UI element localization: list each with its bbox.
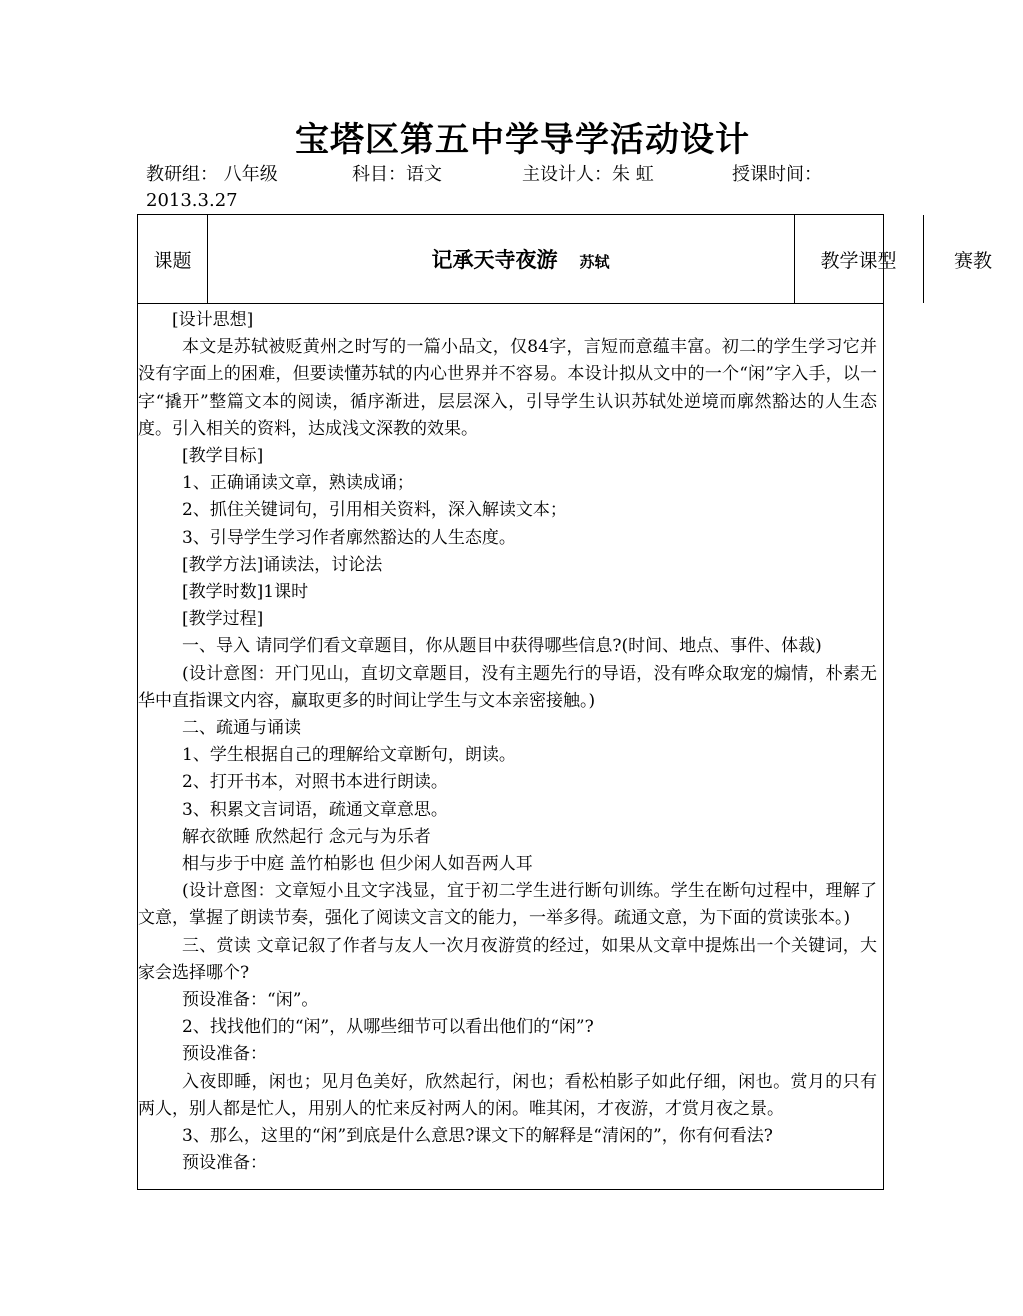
page-title: 宝塔区第五中学导学活动设计 [295,120,750,160]
paragraph: (设计意图：开门见山，直切文章题目，没有主题先行的导语，没有哗众取宠的煽情，朴素无华中直指课文内容，赢取更多的时间让学生与文本亲密接触。) [138,663,877,711]
section-heading: [教学过程] [182,609,264,630]
lesson-title: 记承天寺夜游 [431,248,558,272]
meta-group: 教研组： 八年级 [146,164,278,185]
list-item: 2、打开书本，对照书本进行朗读。 [182,772,448,793]
lesson-author: 苏轼 [579,253,610,271]
list-item: 2、找找他们的“闲”，从哪些细节可以看出他们的“闲”? [182,1017,594,1038]
topic-cell [207,215,795,303]
list-item: 3、引导学生学习作者廓然豁达的人生态度。 [182,527,516,548]
paragraph: 三、赏读 文章记叙了作者与友人一次月夜游赏的经过，如果从文章中提炼出一个关键词，大家会选择哪个? [138,935,877,983]
paragraph: 解衣欲睡 欣然起行 念元与为乐者 [182,826,431,847]
meta-subject: 科目：语文 [352,164,442,185]
paragraph: (设计意图：文章短小且文字浅显，宜于初二学生进行断句训练。学生在断句过程中，理解了文意，掌握了朗读节奏，强化了阅读文言文的能力，一举多得。疏通文意，为下面的赏读张本。) [138,881,877,929]
paragraph: 预设准备：“闲”。 [182,990,319,1011]
paragraph: 一、导入 请同学们看文章题目，你从题目中获得哪些信息?(时间、地点、事件、体裁) [182,636,822,657]
table-header-row [138,215,992,304]
topic-label: 课题 [138,215,208,303]
meta-designer: 主设计人：朱 虹 [522,164,654,185]
design-content [138,307,885,1178]
paragraph: 预设准备： [182,1153,267,1174]
list-item: 3、那么，这里的“闲”到底是什么意思?课文下的解释是“清闲的”，你有何看法? [182,1126,773,1147]
paragraph: 预设准备： [182,1044,267,1065]
list-item: 3、积累文言词语，疏通文章意思。 [182,799,448,820]
paragraph: 相与步于中庭 盖竹柏影也 但少闲人如吾两人耳 [182,854,533,875]
meta-info [146,162,866,214]
design-table [137,214,992,1190]
paragraph: 本文是苏轼被贬黄州之时写的一篇小品文，仅84字，言短而意蕴丰富。初二的学生学习它并没有字面上的困难，但要读懂苏轼的内心世界并不容易。本设计拟从文中的一个“闲”字入手，以一字“撬开”整篇文本的阅读，循序渐进，层层深入，引导学生认识苏轼处逆境而廓然豁达的人生态度。引入相关的资料，达成浅文深教的效果。 [138,337,877,439]
lesson-type-value: 赛教 [953,249,992,272]
list-item: 2、抓住关键词句，引用相关资料，深入解读文本； [182,500,567,521]
section-heading: [教学方法]诵读法，讨论法 [182,554,383,575]
list-item: 1、正确诵读文章，熟读成诵； [182,473,414,494]
meta-time-value: 2013.3.27 [146,190,238,211]
section-heading: [设计思想] [172,310,254,330]
paragraph: 入夜即睡，闲也；见月色美好，欣然起行，闲也；看松柏影子如此仔细，闲也。赏月的只有两人，别人都是忙人，用别人的忙来反衬两人的闲。唯其闲，才夜游，才赏月夜之景。 [138,1071,877,1119]
lesson-type-label: 教学课型 [794,215,924,303]
section-heading: 二、疏通与诵读 [182,718,301,739]
list-item: 1、学生根据自己的理解给文章断句，朗读。 [182,745,516,766]
section-heading: [教学时数]1课时 [182,582,309,603]
section-heading: [教学目标] [182,446,264,467]
meta-time-label: 授课时间： [732,164,822,185]
